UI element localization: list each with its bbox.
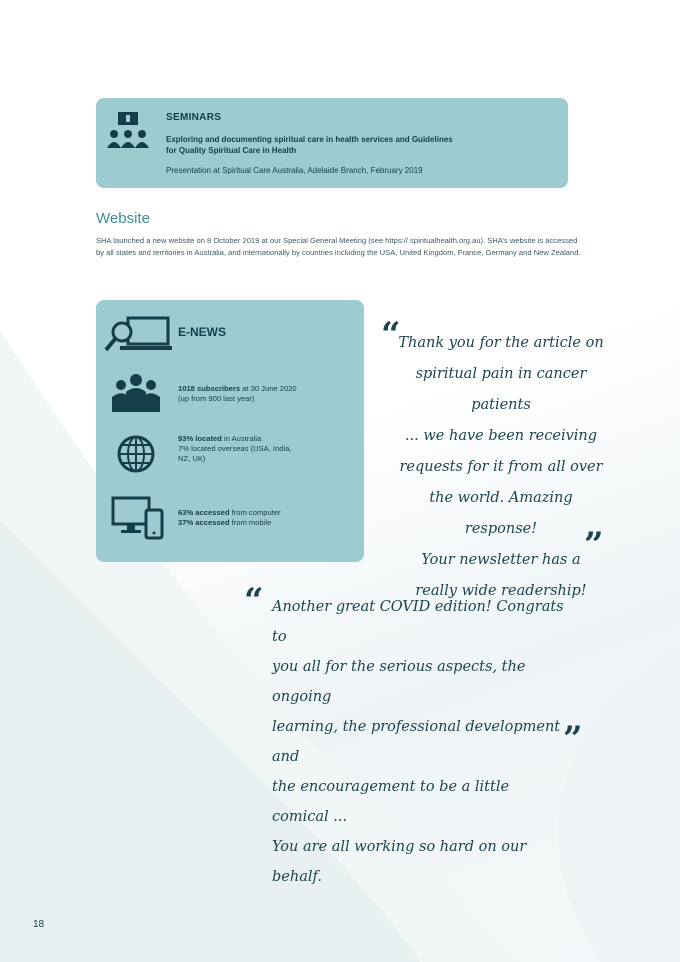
seminar-line-3: Presentation at Spiritual Care Australia, Adelaide Branch, February 2019 [166, 166, 423, 175]
website-body: SHA launched a new website on 8 October 2019 at our Special General Meeting (see https:// spiritualhealth.org.au). SHA’s website is accessed by all states and territories in Australia, and internationally by countries including the USA, United Kingdom, France, Germany and New Zealand. [96, 236, 581, 257]
quote1 [395, 328, 607, 607]
quote1-line: requests for it from all over [399, 459, 603, 475]
people-group-icon [108, 372, 164, 414]
quote2 [272, 592, 564, 892]
globe-icon [116, 434, 156, 474]
location-stat: 93% located in Australia 7% located overseas (USA, India, NZ, UK) [178, 434, 292, 463]
quote1-line: Thank you for the article on [398, 335, 604, 351]
quote2-open-mark: “ [244, 581, 264, 621]
quote2-line: the encouragement to be a little comical ... [272, 779, 510, 825]
seminars-panel [96, 98, 568, 188]
devices-icon [110, 494, 166, 542]
seminars-title: SEMINARS [166, 112, 222, 123]
quote2-line: you all for the serious aspects, the ongoing [272, 659, 526, 705]
laptop-search-icon [104, 314, 174, 356]
audience-presentation-icon [106, 110, 150, 154]
enews-title: E-NEWS [178, 325, 226, 339]
access-stat: 63% accessed from computer 37% accessed from mobile [178, 508, 281, 527]
page-number: 18 [33, 919, 45, 930]
seminar-line-2: for Quality Spiritual Care in Health [166, 146, 297, 155]
quote1-line: the world. Amazing response! [429, 490, 573, 537]
seminar-line-1: Exploring and documenting spiritual care in health services and Guidelines [166, 135, 453, 144]
quote1-line: Your newsletter has a [421, 552, 581, 568]
quote2-line: Another great COVID edition! Congrats to [272, 599, 564, 645]
quote1-line: spiritual pain in cancer patients [415, 366, 587, 413]
quote2-close-mark: ” [563, 719, 583, 759]
quote2-line: You are all working so hard on our behalf. [272, 839, 527, 885]
quote1-open-mark: “ [381, 315, 401, 355]
quote1-line: ... we have been receiving [404, 428, 598, 444]
quote1-close-mark: ” [584, 525, 604, 565]
enews-panel [96, 300, 364, 562]
quote1-line: really wide readership! [415, 583, 587, 599]
website-heading: Website [96, 210, 150, 227]
quote2-line: learning, the professional development and [272, 719, 561, 765]
subscribers-stat: 1018 subscribers at 30 June 2020 (up from 900 last year) [178, 384, 297, 403]
